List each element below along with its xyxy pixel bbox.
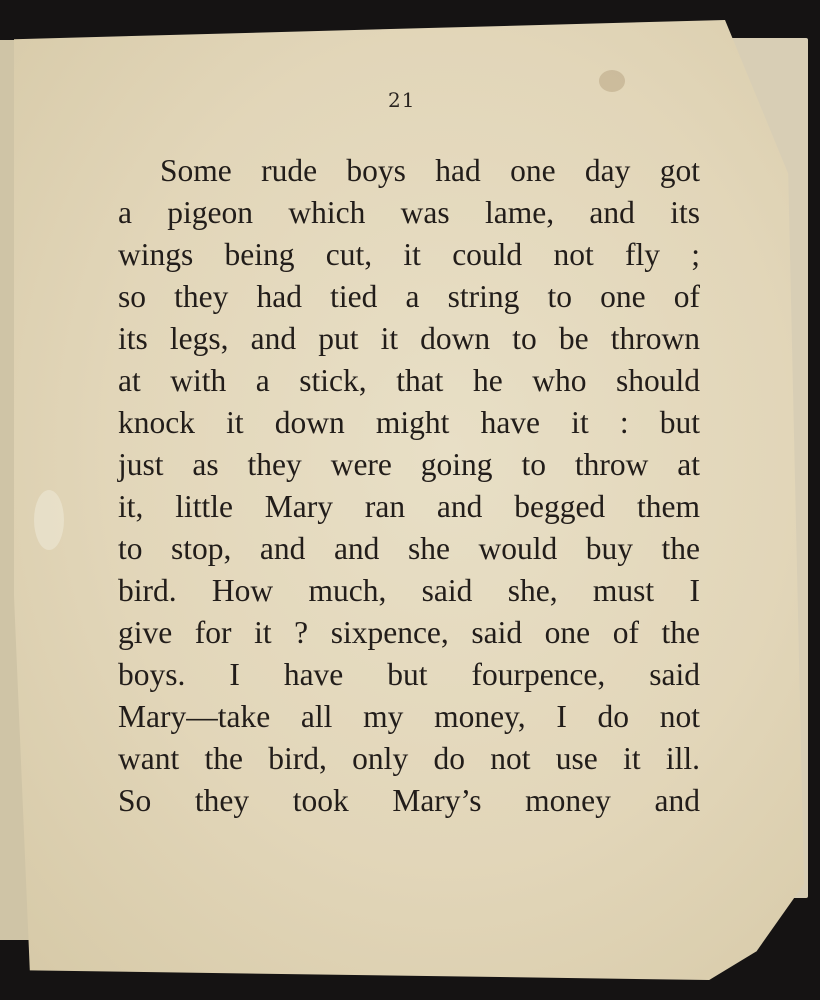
text-line: Some rude boys had one day got xyxy=(160,153,700,188)
text-line: want the bird, only do not use it ill. xyxy=(118,741,700,776)
paper-stain xyxy=(34,490,64,550)
text-line: it, little Mary ran and begged them xyxy=(118,489,700,524)
text-line: at with a stick, that he who should xyxy=(118,363,700,398)
text-line: to stop, and and she would buy the xyxy=(118,531,700,566)
text-line: so they had tied a string to one of xyxy=(118,279,700,314)
text-line: knock it down might have it : but xyxy=(118,405,700,440)
text-line: give for it ? sixpence, said one of the xyxy=(118,615,700,650)
page-body-text xyxy=(118,150,700,822)
text-line: a pigeon which was lame, and its xyxy=(118,195,700,230)
text-line: Mary—take all my money, I do not xyxy=(118,699,700,734)
page-number: 21 xyxy=(388,88,416,112)
text-line: its legs, and put it down to be thrown xyxy=(118,321,700,356)
text-line: So they took Mary’s money and xyxy=(118,783,700,818)
paper-stain xyxy=(599,70,625,92)
text-line: bird. How much, said she, must I xyxy=(118,573,700,608)
text-line: just as they were going to throw at xyxy=(118,447,700,482)
text-line: wings being cut, it could not fly ; xyxy=(118,237,700,272)
text-line: boys. I have but fourpence, said xyxy=(118,657,700,692)
